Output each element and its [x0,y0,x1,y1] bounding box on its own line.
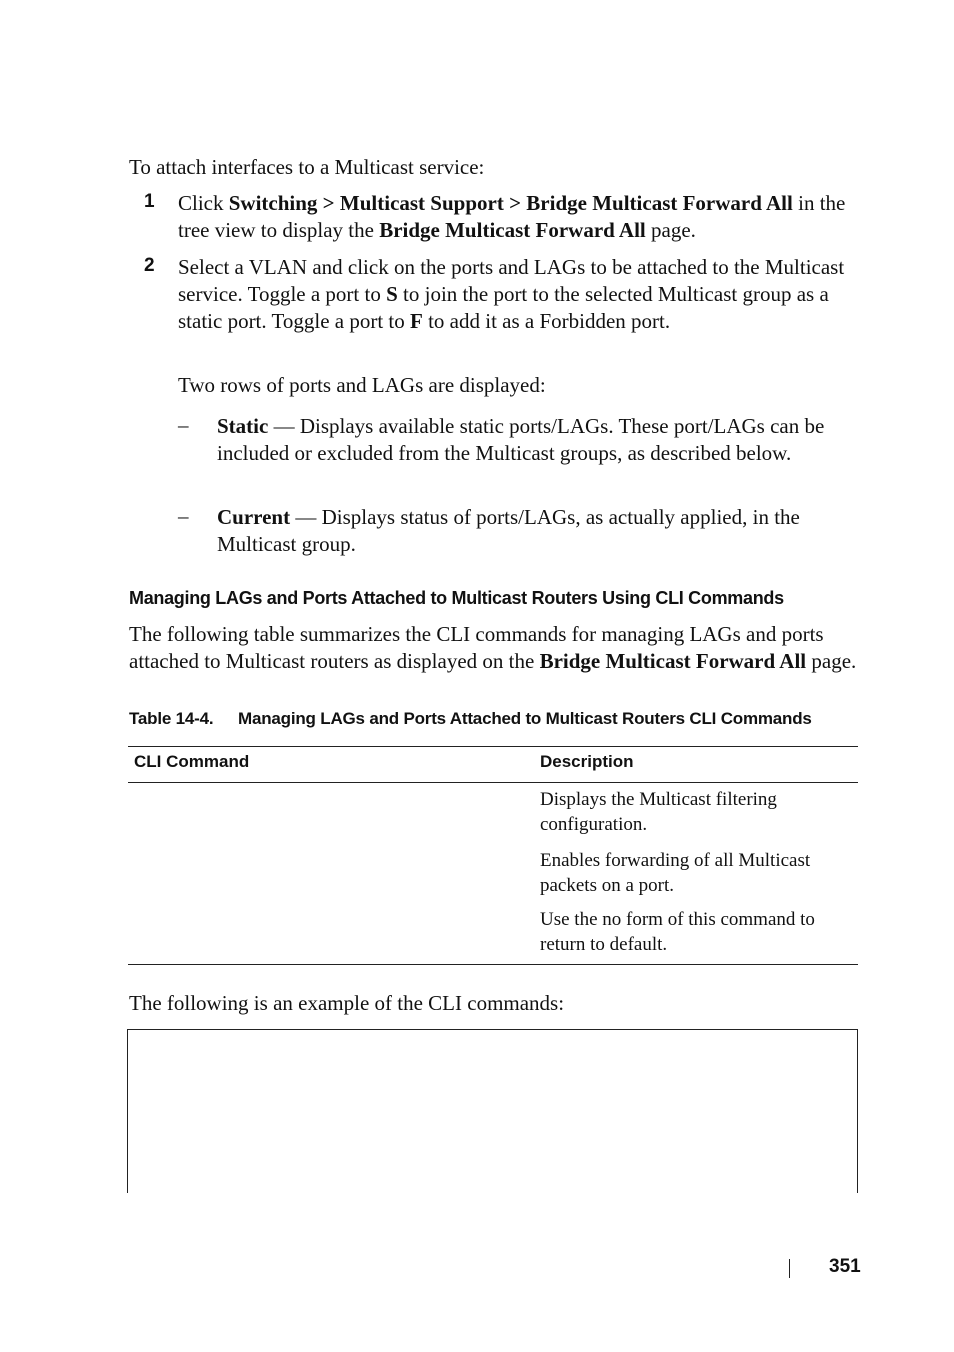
intro-text: To attach interfaces to a Multicast service: [129,155,485,179]
bullet-item [217,413,857,467]
bullet-term: Static [217,414,269,438]
page-name: Bridge Multicast Forward All [379,218,646,242]
step-text [178,190,868,244]
menu-path: Switching > Multicast Support > Bridge Multicast Forward All [228,191,793,215]
static-toggle-value: S [386,282,398,306]
bullet-dash: – [178,413,189,437]
forbidden-toggle-value: F [410,309,423,333]
bullet-text: — Displays available static ports/LAGs. These port/LAGs can be included or excluded from the Multicast groups, as described below. [217,414,825,465]
paragraph-text: page. [806,649,857,673]
bullet-dash: – [178,504,189,528]
step-text [178,254,868,335]
step-text-part: to join the port to the selected Multicast group as a static port. Toggle a port to [178,282,829,333]
table-caption-title: Managing LAGs and Ports Attached to Multicast Routers CLI Commands [238,709,812,728]
step-number: 1 [144,191,155,212]
table-caption [129,709,812,729]
table-bottom-rule [128,964,858,965]
step-number: 2 [144,255,155,276]
page-number: 351 [829,1256,861,1277]
step-text-part: to add it as a Forbidden port. [422,309,671,333]
table-cell-description: Displays the Multicast filtering configuration. [540,789,777,835]
section-heading: Managing LAGs and Ports Attached to Multicast Routers Using CLI Commands [129,588,784,608]
page-name: Bridge Multicast Forward All [539,649,807,673]
step-text-part: page. [645,218,696,242]
footer-divider [789,1259,790,1278]
paragraph-text: The following table summarizes the CLI commands for managing LAGs and ports attached to Multicast routers as displayed on the [129,622,824,673]
step-text-part: in the tree view to display the [178,191,846,242]
step-text-part: Select a VLAN and click on the ports and LAGs to be attached to the Multicast service. Toggle a port to [178,255,845,306]
section-paragraph [129,621,864,675]
table-top-rule [128,746,858,747]
table-header-rule [128,782,858,783]
bullet-term: Current [217,505,291,529]
code-example-box [127,1029,858,1193]
bullet-text: — Displays status of ports/LAGs, as actually applied, in the Multicast group. [217,505,800,556]
bullet-item [217,504,857,558]
table-caption-number: Table 14-4. [129,709,214,728]
step-text-part: Click [178,191,229,215]
rows-intro-text: Two rows of ports and LAGs are displayed: [178,373,546,397]
table-cell-description: Enables forwarding of all Multicast packets on a port. [540,850,811,896]
table-header-command: CLI Command [134,752,250,771]
example-intro-text: The following is an example of the CLI commands: [129,991,565,1015]
table-cell-description: Use the no form of this command to return to default. [540,909,815,955]
table-header-description: Description [540,752,634,771]
